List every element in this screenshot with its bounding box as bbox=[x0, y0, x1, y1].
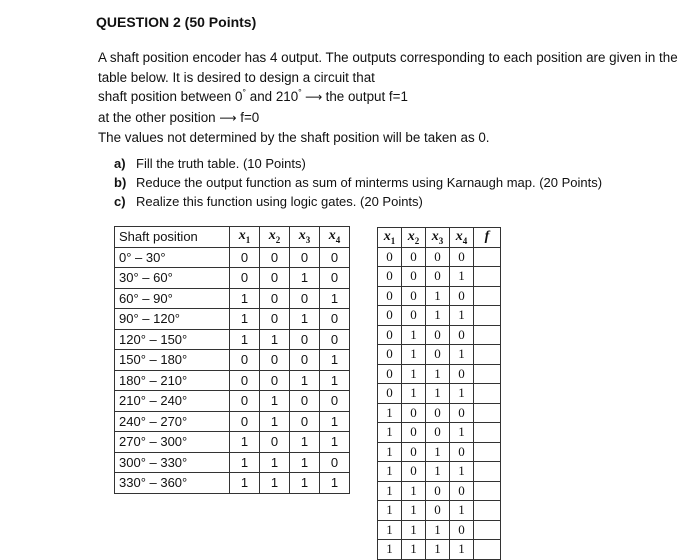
output-cell[interactable] bbox=[474, 267, 501, 287]
bit-cell: 1 bbox=[320, 350, 350, 371]
shaft-position-cell: 60° – 90° bbox=[115, 288, 230, 309]
bit-cell: 0 bbox=[378, 267, 402, 287]
shaft-position-cell: 90° – 120° bbox=[115, 309, 230, 330]
bit-cell: 1 bbox=[378, 403, 402, 423]
table-row bbox=[115, 452, 350, 473]
variable-name: x bbox=[407, 228, 415, 244]
table-row bbox=[115, 411, 350, 432]
bit-cell: 1 bbox=[426, 462, 450, 482]
bit-cell: 0 bbox=[290, 350, 320, 371]
table-row bbox=[115, 391, 350, 412]
bit-cell: 0 bbox=[402, 462, 426, 482]
task-item bbox=[114, 173, 602, 192]
table-row bbox=[115, 350, 350, 371]
table-row bbox=[378, 306, 501, 326]
bit-cell: 0 bbox=[450, 364, 474, 384]
output-cell[interactable] bbox=[474, 462, 501, 482]
table-row bbox=[378, 501, 501, 521]
bit-cell: 1 bbox=[260, 473, 290, 494]
bit-cell: 0 bbox=[230, 247, 260, 268]
bit-cell: 1 bbox=[230, 473, 260, 494]
description-line-3 bbox=[98, 87, 688, 108]
bit-cell: 1 bbox=[378, 423, 402, 443]
bit-cell: 0 bbox=[320, 309, 350, 330]
output-cell[interactable] bbox=[474, 286, 501, 306]
bit-cell: 1 bbox=[320, 432, 350, 453]
bit-cell: 0 bbox=[378, 325, 402, 345]
header-x2 bbox=[402, 228, 426, 248]
bit-cell: 0 bbox=[402, 423, 426, 443]
bit-cell: 0 bbox=[320, 268, 350, 289]
bit-cell: 1 bbox=[320, 473, 350, 494]
output-cell[interactable] bbox=[474, 325, 501, 345]
bit-cell: 0 bbox=[450, 481, 474, 501]
bit-cell: 0 bbox=[260, 268, 290, 289]
bit-cell: 0 bbox=[426, 247, 450, 267]
header-x3 bbox=[290, 227, 320, 248]
bit-cell: 0 bbox=[290, 288, 320, 309]
bit-cell: 1 bbox=[230, 329, 260, 350]
task-label: c) bbox=[114, 194, 126, 209]
task-text: Realize this function using logic gates. (20 Points) bbox=[136, 194, 423, 209]
table-row bbox=[115, 370, 350, 391]
bit-cell: 0 bbox=[378, 306, 402, 326]
bit-cell: 1 bbox=[426, 384, 450, 404]
bit-cell: 1 bbox=[450, 423, 474, 443]
bit-cell: 1 bbox=[450, 384, 474, 404]
task-text: Fill the truth table. (10 Points) bbox=[136, 156, 306, 171]
bit-cell: 1 bbox=[290, 473, 320, 494]
bit-cell: 1 bbox=[290, 370, 320, 391]
degree-symbol: ° bbox=[298, 87, 302, 98]
bit-cell: 1 bbox=[378, 540, 402, 560]
line3-prefix: shaft position between 0 bbox=[98, 89, 243, 104]
arrow-icon: ⟶ bbox=[301, 90, 326, 104]
bit-cell: 0 bbox=[260, 288, 290, 309]
bit-cell: 1 bbox=[230, 432, 260, 453]
problem-description bbox=[98, 48, 688, 148]
shaft-position-cell: 150° – 180° bbox=[115, 350, 230, 371]
description-line-5: The values not determined by the shaft position will be taken as 0. bbox=[98, 130, 490, 145]
bit-cell: 1 bbox=[260, 329, 290, 350]
bit-cell: 1 bbox=[320, 288, 350, 309]
header-x2 bbox=[260, 227, 290, 248]
table-row bbox=[115, 247, 350, 268]
header-x4 bbox=[320, 227, 350, 248]
bit-cell: 1 bbox=[426, 286, 450, 306]
variable-index: 4 bbox=[462, 235, 468, 246]
table-header-row bbox=[115, 227, 350, 248]
bit-cell: 1 bbox=[402, 520, 426, 540]
line3-mid: and 210 bbox=[246, 89, 299, 104]
table-row bbox=[378, 364, 501, 384]
bit-cell: 1 bbox=[290, 268, 320, 289]
variable-index: 4 bbox=[335, 235, 341, 246]
header-x3 bbox=[426, 228, 450, 248]
bit-cell: 0 bbox=[260, 432, 290, 453]
bit-cell: 1 bbox=[378, 520, 402, 540]
bit-cell: 1 bbox=[320, 370, 350, 391]
variable-index: 3 bbox=[305, 235, 311, 246]
bit-cell: 0 bbox=[378, 345, 402, 365]
bit-cell: 0 bbox=[426, 501, 450, 521]
bit-cell: 1 bbox=[260, 452, 290, 473]
bit-cell: 1 bbox=[402, 501, 426, 521]
bit-cell: 1 bbox=[290, 309, 320, 330]
table-row bbox=[378, 462, 501, 482]
output-cell[interactable] bbox=[474, 384, 501, 404]
bit-cell: 1 bbox=[402, 345, 426, 365]
output-cell[interactable] bbox=[474, 520, 501, 540]
bit-cell: 0 bbox=[320, 391, 350, 412]
task-list bbox=[114, 154, 602, 211]
bit-cell: 1 bbox=[402, 325, 426, 345]
line4-suffix: f=0 bbox=[236, 109, 260, 125]
table-row bbox=[378, 325, 501, 345]
variable-name: x bbox=[298, 228, 306, 244]
variable-name: x bbox=[383, 228, 391, 244]
bit-cell: 1 bbox=[402, 540, 426, 560]
bit-cell: 0 bbox=[402, 267, 426, 287]
table-header-row bbox=[378, 228, 501, 248]
bit-cell: 1 bbox=[426, 364, 450, 384]
bit-cell: 0 bbox=[320, 329, 350, 350]
bit-cell: 1 bbox=[450, 306, 474, 326]
bit-cell: 0 bbox=[378, 364, 402, 384]
table-row bbox=[378, 384, 501, 404]
bit-cell: 1 bbox=[426, 540, 450, 560]
bit-cell: 0 bbox=[230, 268, 260, 289]
shaft-position-cell: 240° – 270° bbox=[115, 411, 230, 432]
bit-cell: 0 bbox=[450, 403, 474, 423]
output-cell[interactable] bbox=[474, 423, 501, 443]
task-text: Reduce the output function as sum of minterms using Karnaugh map. (20 Points) bbox=[136, 175, 603, 190]
bit-cell: 0 bbox=[426, 423, 450, 443]
bit-cell: 0 bbox=[378, 247, 402, 267]
bit-cell: 0 bbox=[290, 329, 320, 350]
bit-cell: 0 bbox=[320, 452, 350, 473]
variable-name: x bbox=[268, 228, 276, 244]
shaft-position-cell: 330° – 360° bbox=[115, 473, 230, 494]
bit-cell: 1 bbox=[426, 520, 450, 540]
bit-cell: 0 bbox=[230, 411, 260, 432]
table-row bbox=[378, 423, 501, 443]
shaft-position-cell: 180° – 210° bbox=[115, 370, 230, 391]
bit-cell: 0 bbox=[260, 370, 290, 391]
table-row bbox=[378, 403, 501, 423]
bit-cell: 1 bbox=[450, 462, 474, 482]
output-cell[interactable] bbox=[474, 403, 501, 423]
bit-cell: 0 bbox=[230, 350, 260, 371]
shaft-position-cell: 120° – 150° bbox=[115, 329, 230, 350]
bit-cell: 0 bbox=[378, 384, 402, 404]
variable-index: 2 bbox=[414, 235, 420, 246]
header-f: f bbox=[474, 228, 501, 248]
bit-cell: 0 bbox=[402, 247, 426, 267]
bit-cell: 1 bbox=[260, 411, 290, 432]
bit-cell: 1 bbox=[402, 364, 426, 384]
bit-cell: 0 bbox=[402, 286, 426, 306]
bit-cell: 1 bbox=[320, 411, 350, 432]
question-title: QUESTION 2 (50 Points) bbox=[96, 14, 257, 30]
header-shaft-position: Shaft position bbox=[115, 227, 230, 248]
shaft-position-cell: 300° – 330° bbox=[115, 452, 230, 473]
bit-cell: 0 bbox=[320, 247, 350, 268]
task-item bbox=[114, 192, 602, 211]
variable-name: x bbox=[455, 228, 463, 244]
arrow-icon: ⟶ bbox=[219, 110, 237, 125]
bit-cell: 0 bbox=[290, 411, 320, 432]
line3-suffix: the output f=1 bbox=[325, 89, 408, 104]
task-label: a) bbox=[114, 156, 126, 171]
truth-table bbox=[377, 227, 501, 560]
description-line-1: A shaft position encoder has 4 output. The outputs corresponding to each position are given in the bbox=[98, 50, 678, 65]
output-cell[interactable] bbox=[474, 540, 501, 560]
bit-cell: 1 bbox=[426, 306, 450, 326]
table-row bbox=[115, 473, 350, 494]
table-row bbox=[115, 329, 350, 350]
bit-cell: 1 bbox=[378, 501, 402, 521]
task-label: b) bbox=[114, 175, 127, 190]
bit-cell: 1 bbox=[402, 384, 426, 404]
bit-cell: 0 bbox=[450, 442, 474, 462]
bit-cell: 1 bbox=[378, 442, 402, 462]
bit-cell: 0 bbox=[230, 370, 260, 391]
output-cell[interactable] bbox=[474, 345, 501, 365]
table-row bbox=[378, 540, 501, 560]
table-row bbox=[378, 286, 501, 306]
bit-cell: 0 bbox=[260, 350, 290, 371]
bit-cell: 0 bbox=[260, 309, 290, 330]
bit-cell: 1 bbox=[378, 462, 402, 482]
table-row bbox=[378, 345, 501, 365]
output-cell[interactable] bbox=[474, 306, 501, 326]
shaft-position-cell: 30° – 60° bbox=[115, 268, 230, 289]
bit-cell: 1 bbox=[450, 501, 474, 521]
bit-cell: 1 bbox=[402, 481, 426, 501]
bit-cell: 1 bbox=[230, 452, 260, 473]
variable-index: 2 bbox=[275, 235, 281, 246]
bit-cell: 1 bbox=[290, 452, 320, 473]
bit-cell: 1 bbox=[450, 267, 474, 287]
line4-prefix: at the other position bbox=[98, 109, 220, 125]
bit-cell: 1 bbox=[260, 391, 290, 412]
bit-cell: 0 bbox=[378, 286, 402, 306]
bit-cell: 1 bbox=[230, 309, 260, 330]
bit-cell: 0 bbox=[450, 247, 474, 267]
bit-cell: 1 bbox=[290, 432, 320, 453]
bit-cell: 1 bbox=[378, 481, 402, 501]
bit-cell: 0 bbox=[290, 247, 320, 268]
bit-cell: 0 bbox=[426, 345, 450, 365]
bit-cell: 0 bbox=[260, 247, 290, 268]
bit-cell: 1 bbox=[450, 540, 474, 560]
table-row bbox=[378, 267, 501, 287]
bit-cell: 0 bbox=[290, 391, 320, 412]
bit-cell: 0 bbox=[426, 403, 450, 423]
variable-name: x bbox=[238, 228, 246, 244]
bit-cell: 0 bbox=[426, 267, 450, 287]
header-x1 bbox=[230, 227, 260, 248]
output-cell[interactable] bbox=[474, 247, 501, 267]
table-row bbox=[378, 520, 501, 540]
bit-cell: 0 bbox=[402, 403, 426, 423]
bit-cell: 1 bbox=[426, 442, 450, 462]
table-row bbox=[378, 247, 501, 267]
variable-index: 1 bbox=[390, 235, 396, 246]
table-row bbox=[115, 268, 350, 289]
variable-index: 1 bbox=[245, 235, 251, 246]
variable-name: x bbox=[431, 228, 439, 244]
variable-name: x bbox=[328, 228, 336, 244]
bit-cell: 0 bbox=[450, 325, 474, 345]
table-row bbox=[115, 288, 350, 309]
bit-cell: 1 bbox=[450, 345, 474, 365]
bit-cell: 0 bbox=[402, 306, 426, 326]
shaft-position-table bbox=[114, 226, 350, 494]
output-cell[interactable] bbox=[474, 481, 501, 501]
bit-cell: 0 bbox=[402, 442, 426, 462]
description-line-2: table below. It is desired to design a circuit that bbox=[98, 69, 375, 85]
header-x4 bbox=[450, 228, 474, 248]
bit-cell: 0 bbox=[426, 325, 450, 345]
shaft-position-cell: 270° – 300° bbox=[115, 432, 230, 453]
shaft-position-cell: 210° – 240° bbox=[115, 391, 230, 412]
task-item bbox=[114, 154, 602, 173]
degree-symbol: ° bbox=[242, 87, 247, 98]
bit-cell: 1 bbox=[230, 288, 260, 309]
output-cell[interactable] bbox=[474, 501, 501, 521]
output-cell[interactable] bbox=[474, 442, 501, 462]
variable-index: 3 bbox=[438, 235, 444, 246]
bit-cell: 0 bbox=[230, 391, 260, 412]
output-cell[interactable] bbox=[474, 364, 501, 384]
table-row bbox=[115, 432, 350, 453]
header-x1 bbox=[378, 228, 402, 248]
description-line-4 bbox=[98, 108, 688, 129]
table-row bbox=[115, 309, 350, 330]
bit-cell: 0 bbox=[450, 286, 474, 306]
bit-cell: 0 bbox=[426, 481, 450, 501]
shaft-position-cell: 0° – 30° bbox=[115, 247, 230, 268]
bit-cell: 0 bbox=[450, 520, 474, 540]
table-row bbox=[378, 481, 501, 501]
table-row bbox=[378, 442, 501, 462]
